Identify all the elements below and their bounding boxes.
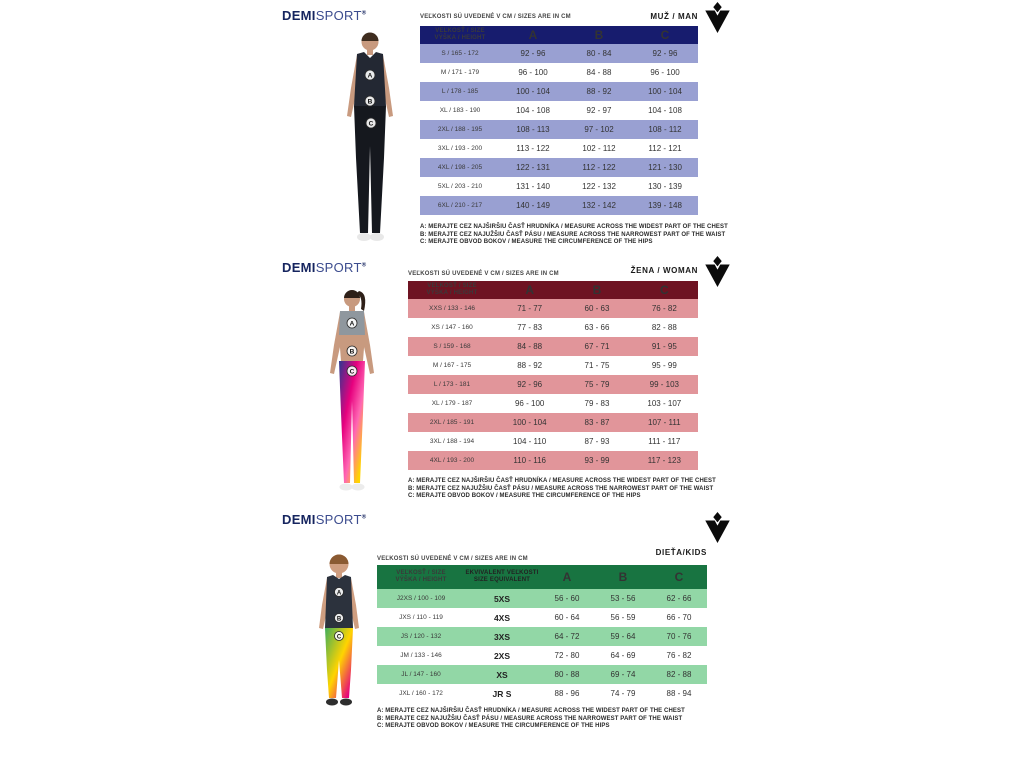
value-cell: 110 - 116 — [513, 456, 546, 465]
table-body — [377, 589, 707, 703]
value-cell: 53 - 56 — [610, 594, 636, 603]
value-cell: 71 - 77 — [517, 304, 543, 313]
value-cell: 107 - 111 — [648, 418, 681, 427]
value-cell: 87 - 93 — [584, 437, 610, 446]
size-cell: L / 173 - 181 — [433, 381, 471, 388]
col-b-header: B — [618, 570, 628, 584]
size-cell: JS / 120 - 132 — [400, 633, 442, 640]
value-cell: 88 - 94 — [666, 689, 692, 698]
size-cell: S / 165 - 172 — [441, 50, 479, 57]
value-cell: 79 - 83 — [584, 399, 610, 408]
section-title-man: MUŽ / MAN — [650, 12, 698, 21]
value-cell: 64 - 72 — [554, 632, 580, 641]
svg-text:B: B — [336, 616, 342, 623]
size-table-woman — [408, 281, 698, 470]
value-cell: 112 - 122 — [582, 163, 616, 172]
value-cell: 69 - 74 — [610, 670, 636, 679]
value-cell: 103 - 107 — [647, 399, 682, 408]
value-cell: 96 - 100 — [518, 68, 548, 77]
units-note: VEĽKOSTI SÚ UVEDENÉ V CM / SIZES ARE IN CM — [377, 556, 528, 562]
note-c: C: MERAJTE OBVOD BOKOV / MEASURE THE CIRCUMFERENCE OF THE HIPS — [420, 239, 653, 245]
equivalent-cell: 5XS — [493, 593, 511, 604]
size-cell: 2XL / 188 - 195 — [437, 126, 483, 133]
size-table-man — [420, 26, 698, 215]
value-cell: 64 - 69 — [610, 651, 636, 660]
demisport-logo: DEMISPORT® — [282, 512, 367, 527]
demisport-logo — [282, 8, 367, 23]
table-row — [420, 158, 698, 177]
value-cell: 131 - 140 — [516, 182, 550, 191]
logo-demi: DEMI — [282, 8, 316, 23]
svg-text:B: B — [367, 98, 373, 106]
value-cell: 83 - 87 — [584, 418, 610, 427]
value-cell: 92 - 96 — [520, 49, 546, 58]
man-photo — [330, 28, 410, 251]
col-c-header: C — [660, 28, 670, 42]
value-cell: 140 - 149 — [516, 201, 550, 210]
table-header — [377, 565, 707, 589]
size-cell: J2XS / 100 - 109 — [396, 595, 446, 602]
value-cell: 92 - 97 — [586, 106, 612, 115]
measure-notes — [377, 708, 685, 731]
equivalent-cell: 2XS — [493, 650, 511, 661]
size-cell: S / 159 - 168 — [433, 343, 471, 350]
value-cell: 96 - 100 — [514, 399, 545, 408]
table-row — [408, 413, 698, 432]
table-row — [377, 627, 707, 646]
table-row — [377, 646, 707, 665]
value-cell: 102 - 112 — [582, 144, 616, 153]
size-cell: 6XL / 210 - 217 — [437, 202, 483, 209]
value-cell: 104 - 108 — [648, 106, 682, 115]
note-a: A: MERAJTE CEZ NAJŠIRŠIU ČASŤ HRUDNÍKA / MEASURE ACROSS THE WIDEST PART OF THE CHEST — [420, 224, 728, 230]
size-table-kids — [377, 565, 707, 703]
logo-sport: SPORT — [315, 8, 362, 23]
equivalent-cell: 4XS — [493, 612, 511, 623]
table-row — [420, 120, 698, 139]
equivalent-header-cell: EKVIVALENT VEĽKOSTI SIZE EQUIVALENT — [465, 570, 539, 583]
table-row — [408, 299, 698, 318]
svg-text:A: A — [336, 590, 342, 597]
value-cell: 132 - 142 — [582, 201, 616, 210]
svg-text:B: B — [349, 348, 355, 356]
value-cell: 104 - 110 — [513, 437, 547, 446]
svg-text:C: C — [349, 368, 355, 376]
value-cell: 122 - 131 — [516, 163, 550, 172]
value-cell: 96 - 100 — [650, 68, 680, 77]
value-cell: 108 - 112 — [648, 125, 682, 134]
size-cell: M / 171 - 179 — [440, 69, 480, 76]
value-cell: 63 - 66 — [584, 323, 610, 332]
table-row — [420, 196, 698, 215]
note-a: A: MERAJTE CEZ NAJŠIRŠIU ČASŤ HRUDNÍKA / MEASURE ACROSS THE WIDEST PART OF THE CHEST — [377, 708, 685, 714]
value-cell: 112 - 121 — [648, 144, 682, 153]
size-cell: L / 178 - 185 — [441, 88, 479, 95]
value-cell: 139 - 148 — [648, 201, 682, 210]
note-c: C: MERAJTE OBVOD BOKOV / MEASURE THE CIRCUMFERENCE OF THE HIPS — [377, 723, 610, 729]
size-cell: JXL / 160 - 172 — [399, 690, 443, 697]
col-b-header: B — [592, 283, 602, 297]
demisport-logo: DEMISPORT® — [282, 260, 367, 275]
size-cell: XL / 179 - 187 — [431, 400, 473, 407]
equivalent-cell: JR S — [492, 688, 512, 699]
value-cell: 92 - 96 — [652, 49, 678, 58]
value-cell: 76 - 82 — [666, 651, 692, 660]
note-b: B: MERAJTE CEZ NAJUŽŠIU ČASŤ PÁSU / MEASURE ACROSS THE NARROWEST PART OF THE WAIST — [420, 231, 726, 238]
value-cell: 100 - 104 — [648, 87, 682, 96]
table-row — [408, 375, 698, 394]
value-cell: 95 - 99 — [651, 361, 677, 370]
macron-bird-icon — [704, 2, 731, 39]
value-cell: 80 - 84 — [586, 49, 612, 58]
table-body — [420, 44, 698, 215]
registered-mark: ® — [361, 10, 367, 17]
size-cell: 5XL / 203 - 210 — [437, 183, 483, 190]
table-row — [420, 177, 698, 196]
table-row — [408, 337, 698, 356]
table-header — [420, 26, 698, 44]
value-cell: 88 - 92 — [586, 87, 612, 96]
note-c: C: MERAJTE OBVOD BOKOV / MEASURE THE CIRCUMFERENCE OF THE HIPS — [408, 493, 641, 499]
size-cell: M / 167 - 175 — [432, 362, 472, 369]
value-cell: 88 - 96 — [554, 689, 580, 698]
measure-notes — [420, 224, 728, 247]
table-row — [377, 608, 707, 627]
size-header-cell: VEĽKOSŤ / SIZE VÝŠKA / HEIGHT — [434, 28, 486, 41]
value-cell: 92 - 96 — [517, 380, 543, 389]
col-b-header: B — [594, 28, 604, 42]
table-row — [377, 665, 707, 684]
table-row — [377, 684, 707, 703]
value-cell: 91 - 95 — [651, 342, 677, 351]
col-a-header: A — [525, 283, 534, 297]
value-cell: 122 - 132 — [582, 182, 616, 191]
woman-photo — [310, 283, 394, 503]
value-cell: 62 - 66 — [666, 594, 692, 603]
table-row — [420, 101, 698, 120]
value-cell: 97 - 102 — [584, 125, 614, 134]
equivalent-cell: XS — [496, 669, 508, 680]
col-c-header: C — [674, 570, 684, 584]
value-cell: 74 - 79 — [610, 689, 636, 698]
value-cell: 130 - 139 — [648, 182, 682, 191]
value-cell: 80 - 88 — [554, 670, 580, 679]
table-row — [420, 139, 698, 158]
value-cell: 76 - 82 — [651, 304, 677, 313]
table-row — [408, 356, 698, 375]
value-cell: 84 - 88 — [586, 68, 612, 77]
section-title-woman: ŽENA / WOMAN — [630, 266, 698, 275]
value-cell: 111 - 117 — [648, 437, 681, 446]
size-cell: 4XL / 193 - 200 — [429, 457, 475, 464]
equivalent-cell: 3XS — [493, 631, 511, 642]
value-cell: 99 - 103 — [649, 380, 679, 389]
size-cell: 2XL / 185 - 191 — [429, 419, 475, 426]
value-cell: 72 - 80 — [554, 651, 580, 660]
kid-photo — [303, 550, 375, 717]
size-cell: JM / 133 - 146 — [400, 652, 442, 659]
table-row — [420, 63, 698, 82]
svg-text:C: C — [368, 120, 374, 128]
table-row — [408, 318, 698, 337]
value-cell: 59 - 64 — [610, 632, 636, 641]
measure-markers — [347, 318, 357, 376]
svg-text:A: A — [349, 320, 355, 328]
size-cell: XL / 183 - 190 — [439, 107, 481, 114]
size-cell: 3XL / 193 - 200 — [437, 145, 483, 152]
table-header — [408, 281, 698, 299]
size-header-cell: VEĽKOSŤ / SIZE VÝŠKA / HEIGHT — [426, 283, 478, 296]
table-body — [408, 299, 698, 470]
value-cell: 56 - 59 — [610, 613, 636, 622]
value-cell: 82 - 88 — [651, 323, 677, 332]
value-cell: 100 - 104 — [512, 418, 547, 427]
units-note: VEĽKOSTI SÚ UVEDENÉ V CM / SIZES ARE IN CM — [420, 14, 571, 20]
note-b: B: MERAJTE CEZ NAJUŽŠIU ČASŤ PÁSU / MEASURE ACROSS THE NARROWEST PART OF THE WAIST — [408, 485, 714, 492]
size-cell: XXS / 133 - 146 — [429, 305, 475, 312]
value-cell: 56 - 60 — [554, 594, 580, 603]
size-cell: XS / 147 - 160 — [431, 324, 473, 331]
value-cell: 100 - 104 — [516, 87, 550, 96]
value-cell: 67 - 71 — [584, 342, 610, 351]
table-row — [408, 432, 698, 451]
value-cell: 60 - 64 — [554, 613, 580, 622]
note-b: B: MERAJTE CEZ NAJUŽŠIU ČASŤ PÁSU / MEASURE ACROSS THE NARROWEST PART OF THE WAIST — [377, 715, 683, 722]
macron-bird-icon — [704, 256, 731, 293]
value-cell: 70 - 76 — [666, 632, 692, 641]
value-cell: 88 - 92 — [517, 361, 543, 370]
value-cell: 108 - 113 — [516, 125, 550, 134]
size-cell: JXS / 110 - 119 — [399, 614, 443, 621]
value-cell: 66 - 70 — [666, 613, 692, 622]
size-cell: 3XL / 188 - 194 — [429, 438, 475, 445]
macron-bird-icon — [704, 512, 731, 549]
value-cell: 71 - 75 — [584, 361, 610, 370]
table-row — [408, 451, 698, 470]
note-a: A: MERAJTE CEZ NAJŠIRŠIU ČASŤ HRUDNÍKA / MEASURE ACROSS THE WIDEST PART OF THE CHEST — [408, 478, 716, 484]
measure-notes — [408, 478, 716, 501]
section-title-kids: DIEŤA/KIDS — [655, 548, 707, 557]
size-cell: 4XL / 198 - 205 — [437, 164, 483, 171]
col-a-header: A — [562, 570, 572, 584]
value-cell: 117 - 123 — [647, 456, 681, 465]
table-row — [420, 82, 698, 101]
svg-text:C: C — [336, 634, 342, 641]
svg-text:A: A — [367, 72, 373, 80]
col-a-header: A — [528, 28, 538, 42]
table-row — [408, 394, 698, 413]
value-cell: 75 - 79 — [584, 380, 610, 389]
value-cell: 60 - 63 — [584, 304, 610, 313]
table-row — [377, 589, 707, 608]
value-cell: 104 - 108 — [516, 106, 550, 115]
value-cell: 93 - 99 — [584, 456, 610, 465]
value-cell: 121 - 130 — [648, 163, 682, 172]
value-cell: 84 - 88 — [517, 342, 543, 351]
value-cell: 77 - 83 — [517, 323, 543, 332]
size-header-cell: VEĽKOSŤ / SIZE VÝŠKA / HEIGHT — [395, 570, 447, 583]
col-c-header: C — [659, 283, 669, 297]
units-note: VEĽKOSTI SÚ UVEDENÉ V CM / SIZES ARE IN CM — [408, 271, 559, 277]
value-cell: 113 - 122 — [516, 144, 550, 153]
size-cell: JL / 147 - 160 — [401, 671, 441, 678]
value-cell: 82 - 88 — [666, 670, 692, 679]
table-row — [420, 44, 698, 63]
